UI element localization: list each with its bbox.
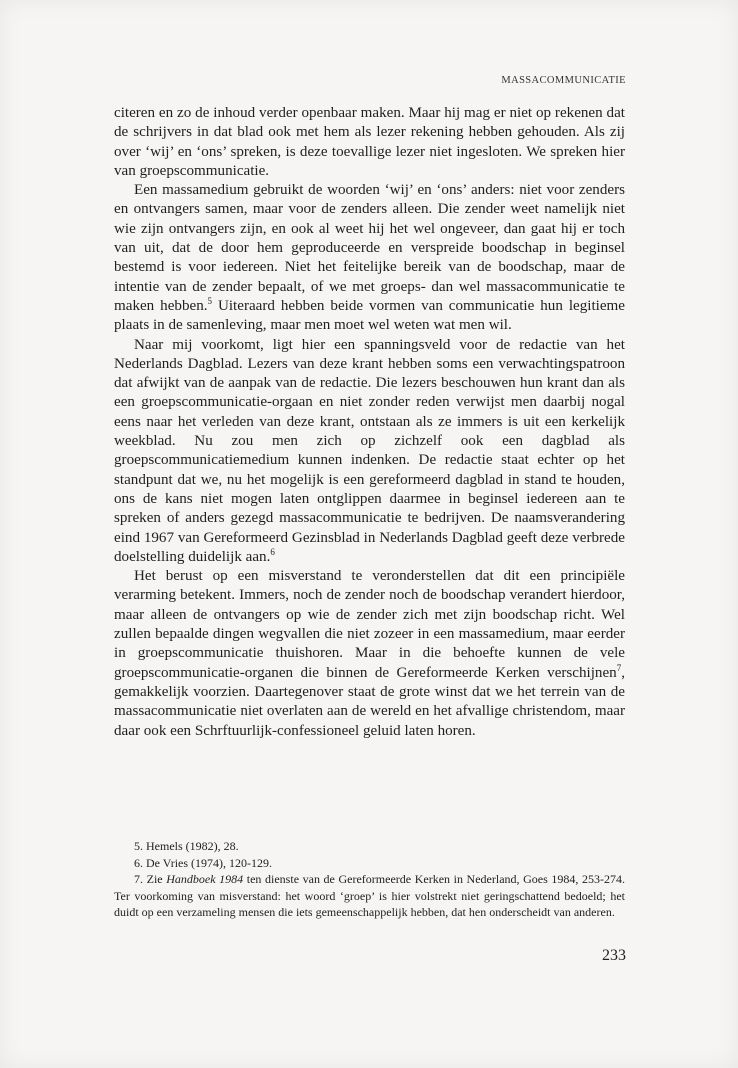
paragraph-3-text: Naar mij voorkomt, ligt hier een spanningsveld voor de redactie van het Nederlands Dagblad. Lezers van deze krant hebben soms een verwachtingspatroon dat afwijkt van de aanpak van de redactie. Die lezers beschouwen hun krant dan als een groepscommunicatie-orgaan en niet zonder reden verwijst men daarbij nogal eens naar het verleden van deze krant, ontstaan als ze immers is uit een kerkelijk weekblad. Nu zou men zich op zichzelf ook een dagblad als groepscommunicatiemedium kunnen indenken. De redactie staat echter op het standpunt dat we, nu het mogelijk is een gereformeerd dagblad in stand te houden, ons de kans niet mogen laten ontglippen daarmee in beginsel iedereen aan te spreken of anders gezegd massacommunicatie te bedrijven. De naamsverandering eind 1967 van Gereformeerd Gezinsblad in Nederlands Dagblad geeft deze verbrede doelstelling duidelijk aan. [114,336,625,565]
paragraph-1-text: citeren en zo de inhoud verder openbaar maken. Maar hij mag er niet op rekenen dat de schrijvers in dat blad ook met hem als lezer rekening hebben gehouden. Als zij over ‘wij’ en ‘ons’ spreken, is deze toevallige lezer niet ingesloten. We spreken hier van groepscommunicatie. [114,105,625,179]
footnote-ref-7[interactable]: 7 [616,662,622,673]
footnote-number: 5. [134,839,143,853]
page-number: 233 [602,947,626,964]
footnote-5 [114,838,625,855]
paragraph-4-text: Het berust op een misverstand te veronderstellen dat dit een principiële verarming betekent. Immers, noch de zender noch de boodschap verandert hierdoor, maar alleen de ontvangers op wie de zender zich met zijn boodschap richt. Wel zullen bepaalde dingen wegvallen die niet zozeer in een massamedium, maar eerder in groepscommunicatie thuishoren. Maar in die behoefte kunnen de vele groepscommunicatie-organen die binnen de Gereformeerde Kerken verschijnen [114,568,625,681]
footnote-text-pre: Zie [146,872,167,887]
paragraph-4-text-after: , gemakkelijk voorzien. Daartegenover staat de grote winst dat we het terrein van de massacommunicatie niet overlaten aan de wereld en het afvallige christendom, maar daar ook een Schrftuurlijk-confessioneel geluid laten horen. [114,664,625,739]
footnote-text: ten dienste van de Gereformeerde Kerken in Nederland, Goes 1984, 253-274. Ter voorkoming van misverstand: het woord ‘groep’ is hier volstrekt niet geringschattend bedoeld; het duidt op een verzameling mensen die iets gemeenschappelijk hebben, dat hen onderscheidt van anderen. [114,872,626,920]
paragraph-2-text: Een massamedium gebruikt de woorden ‘wij’ en ‘ons’ anders: niet voor zenders en ontvangers samen, maar voor de zenders alleen. Die zender weet namelijk niet wie zijn ontvangers zijn, en ook al weet hij het wel ongeveer, dan gaat hij er toch van uit, dat de door hem geproduceerde en verspreide boodschap in beginsel bestemd is voor iedereen. Niet het feitelijke bereik van de boodschap, maar de intentie van de zender bepaalt, of we met groeps- dan wel massacommunicatie te maken hebben. [114,182,625,314]
footnote-text: Hemels (1982), 28. [146,839,239,853]
footnote-6 [114,855,625,872]
body-text [114,104,625,741]
paragraph-1 [114,104,625,181]
paragraph-2-text-after: Uiteraard hebben beide vormen van communicatie hun legitieme plaats in de samenleving, maar men moet wel weten wat men wil. [114,297,625,334]
paragraph-4 [114,567,625,741]
paragraph-3 [114,336,625,568]
footnote-italic-title: Handboek 1984 [166,872,244,887]
running-header: MASSACOMMUNICATIE [501,75,626,86]
footnotes [114,838,625,921]
footnote-7 [114,871,625,921]
footnote-ref-5[interactable]: 5 [207,295,213,306]
footnote-text: De Vries (1974), 120-129. [146,855,273,870]
paragraph-2 [114,181,625,335]
footnote-number: 6. [134,855,143,870]
footnote-ref-6[interactable]: 6 [270,546,275,557]
footnote-number: 7. [134,872,143,887]
